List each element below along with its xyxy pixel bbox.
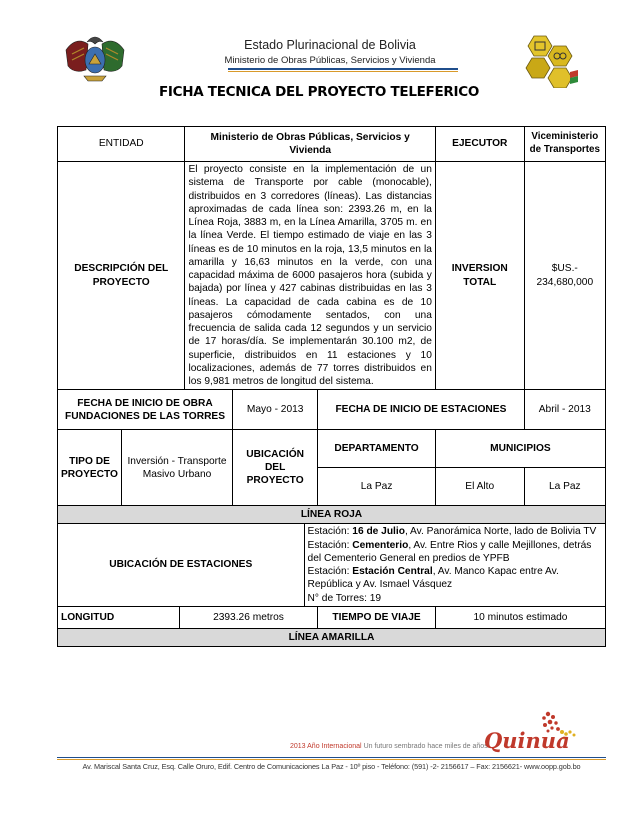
- fecha-estaciones-label: FECHA DE INICIO DE ESTACIONES: [318, 390, 524, 430]
- quinua-brand: Quinua: [484, 728, 570, 753]
- inversion-label: INVERSION TOTAL: [435, 162, 524, 390]
- footer-address: Av. Mariscal Santa Cruz, Esq. Calle Oruro, Edif. Centro de Comunicaciones La Paz - 10º piso - Teléfono: (591) -2- 2156617 – Fax: 2156621- www.oopp.gob.bo: [82, 762, 581, 771]
- departamento-value: La Paz: [318, 468, 436, 506]
- project-sheet-table: [57, 126, 606, 647]
- inversion-value: $US.- 234,680,000: [524, 162, 605, 390]
- fecha-obra-label: FECHA DE INICIO DE OBRA FUNDACIONES DE LAS TORRES: [58, 390, 233, 430]
- header-title: Estado Plurinacional de Bolivia: [244, 38, 416, 52]
- estaciones-list: [304, 524, 605, 607]
- table-row: [58, 506, 606, 524]
- table-row: [58, 606, 606, 628]
- tipo-value: Inversión - Transporte Masivo Urbano: [121, 430, 232, 506]
- table-row: [58, 628, 606, 646]
- longitud-label: LONGITUD: [58, 606, 180, 628]
- longitud-value: 2393.26 metros: [179, 606, 318, 628]
- table-row: [58, 390, 606, 430]
- descripcion-label: DESCRIPCIÓN DEL PROYECTO: [58, 162, 185, 390]
- departamento-label: DEPARTAMENTO: [318, 430, 436, 468]
- ubicacion-estaciones-label: UBICACIÓN DE ESTACIONES: [58, 524, 305, 607]
- header-divider-blue: [228, 68, 458, 70]
- list-item: Estación: Cementerio, Av. Entre Rios y calle Mejillones, detrás del Cementerio General en predios de YPFB: [307, 539, 592, 564]
- footer-divider-gold: [57, 759, 606, 760]
- bolivia-coat-of-arms-icon: [62, 30, 128, 84]
- entidad-value: Ministerio de Obras Públicas, Servicios y Vivienda: [185, 127, 435, 162]
- tiempo-value: 10 minutos estimado: [435, 606, 605, 628]
- table-row: [58, 127, 606, 162]
- list-item: Estación: 16 de Julio, Av. Panorámica Norte, lado de Bolivia TV: [307, 526, 597, 538]
- tiempo-label: TIEMPO DE VIAJE: [318, 606, 436, 628]
- year-tagline: 2013 Año Internacional Un futuro sembrado hace miles de años: [290, 743, 488, 750]
- municipio-la-paz: La Paz: [524, 468, 605, 506]
- fecha-estaciones-value: Abril - 2013: [524, 390, 605, 430]
- fecha-obra-value: Mayo - 2013: [233, 390, 318, 430]
- quinua-logo-icon: [478, 708, 582, 754]
- table-row: [58, 430, 606, 468]
- list-item: Estación: Estación Central, Av. Manco Kapac entre Av. República y Av. Ismael Vásquez: [307, 566, 559, 591]
- header-divider-gold: [228, 71, 458, 72]
- tipo-label: TIPO DE PROYECTO: [58, 430, 122, 506]
- table-row: [58, 162, 606, 390]
- municipios-label: MUNICIPIOS: [435, 430, 605, 468]
- entidad-label: ENTIDAD: [58, 127, 185, 162]
- municipio-el-alto: El Alto: [435, 468, 524, 506]
- footer-divider-blue: [57, 757, 606, 758]
- ejecutor-value: Viceministerio de Transportes: [524, 127, 605, 162]
- descripcion-text: El proyecto consiste en la implementación de un sistema de Transporte por cable (monocable), distribuidos en 3 corredores (líneas). Las distancias aproximadas de cada línea son: 2393.26 m, en la Línea Roja, 3883 m, en la Línea Amarilla, 3705 m. en la línea Verde. El tiempo estimado de viaje en las 3 líneas es de 10 minutos en la roja, 13,5 minutos en la amarilla y 16,63 minutos en la verde, con una capacidad máxima de 6000 pasajeros hora (subida y bajada) por línea y 427 cabinas distribuidas en las 3 líneas. La capacidad de cada cabina es de 10 pasajeros cómodamente sentados, con una frecuencia de salida cada 12 segundos y un servicio de 17 horas/día. Se implementarán 30.100 m2, de superficie, distribuidos en 11 estaciones y 10 localizaciones, además de 77 torres distribuidos en los 9,981 metros de longitud del sistema.: [185, 162, 435, 390]
- table-row: [58, 524, 606, 607]
- linea-roja-header: LÍNEA ROJA: [58, 506, 606, 524]
- torres-count: N° de Torres: 19: [307, 592, 382, 604]
- ubicacion-label: UBICACIÓN DEL PROYECTO: [233, 430, 318, 506]
- ejecutor-label: EJECUTOR: [435, 127, 524, 162]
- linea-amarilla-header: LÍNEA AMARILLA: [58, 628, 606, 646]
- header-subtitle: Ministerio de Obras Públicas, Servicios y Vivienda: [224, 55, 436, 66]
- document-title: FICHA TECNICA DEL PROYECTO TELEFERICO: [158, 84, 480, 100]
- hexagon-logos-icon: [518, 32, 582, 88]
